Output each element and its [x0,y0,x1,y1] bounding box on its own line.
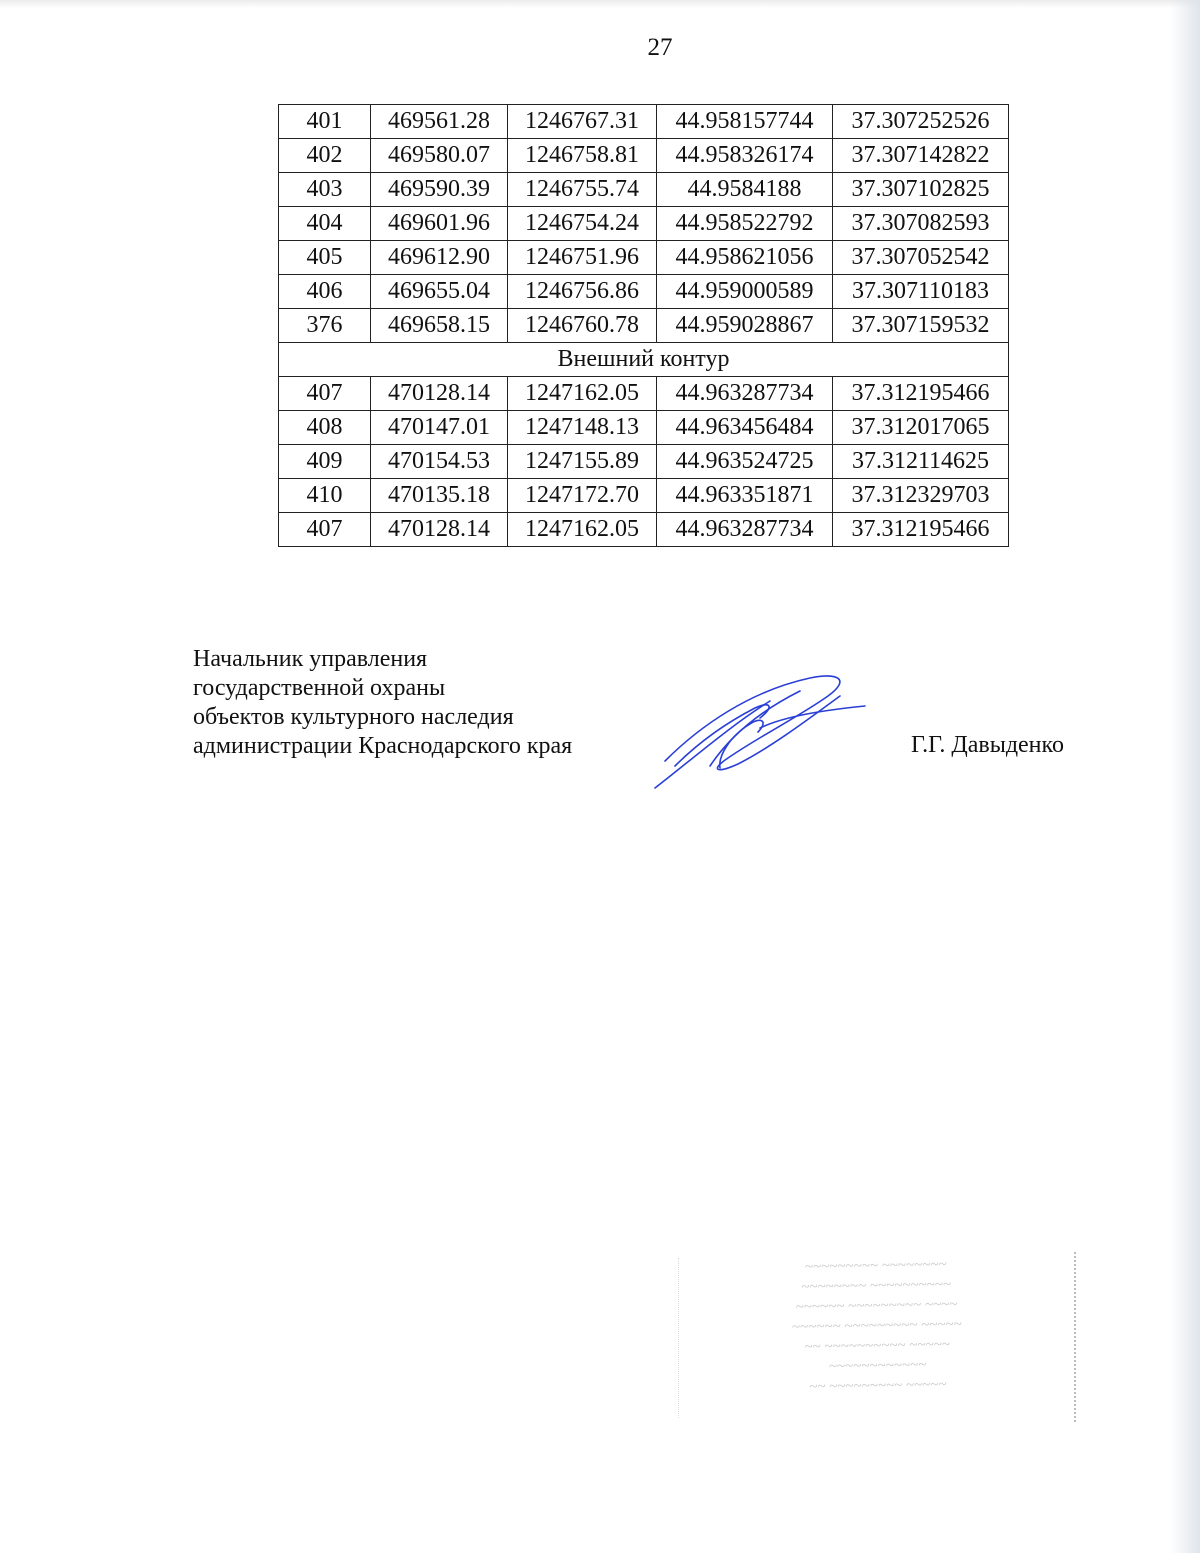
table-cell: 1247162.05 [508,513,657,547]
table-cell: 405 [279,241,371,275]
table-cell: 406 [279,275,371,309]
table-cell: 44.958621056 [657,241,833,275]
table-section-row [279,343,1009,377]
table-cell: 1247172.70 [508,479,657,513]
table-row [279,139,1009,173]
table-row [279,479,1009,513]
signatory-position [193,645,572,761]
scan-page-edge [1170,0,1200,1553]
table-cell: 1246755.74 [508,173,657,207]
table-cell: 44.963287734 [657,377,833,411]
table-cell: 37.307052542 [833,241,1009,275]
table-cell: 37.307159532 [833,309,1009,343]
table-cell: 410 [279,479,371,513]
table-row [279,309,1009,343]
table-row [279,411,1009,445]
table-row [279,105,1009,139]
section-label: Внешний контур [279,343,1009,377]
table-cell: 469561.28 [371,105,508,139]
stamp-illegible-text: ~~~~~~~~~ ~~~~~~~~ ~~~~~~~~ ~~~~~~~~~~ ~~~~~~ ~~~~~~~~~ ~~~~ ~~~~~~ ~~~~~~~~~ ~~~~~ ~~ ~~~~~~~~~~ ~~~~~ ~~~~~~~~~~~~ ~~ ~~~~~~~~~ ~~~~~ [791,1256,963,1396]
signatory-name: Г.Г. Давыденко [911,732,1064,758]
table-cell: 37.312195466 [833,377,1009,411]
table-row [279,377,1009,411]
table-cell: 44.959028867 [657,309,833,343]
table-cell: 44.958522792 [657,207,833,241]
table-cell: 44.959000589 [657,275,833,309]
table-cell: 376 [279,309,371,343]
table-cell: 37.312114625 [833,445,1009,479]
table-cell: 469658.15 [371,309,508,343]
coordinates-table [278,104,1009,547]
table-cell: 44.963456484 [657,411,833,445]
table-cell: 408 [279,411,371,445]
table-cell: 37.307102825 [833,173,1009,207]
table-cell: 409 [279,445,371,479]
page-number: 27 [647,34,673,61]
table-cell: 470147.01 [371,411,508,445]
table-cell: 401 [279,105,371,139]
table-cell: 1247148.13 [508,411,657,445]
table-cell: 1247162.05 [508,377,657,411]
table-cell: 37.307142822 [833,139,1009,173]
signatory-position-line: государственной охраны [193,675,446,701]
table-row [279,207,1009,241]
table-cell: 44.9584188 [657,173,833,207]
table-row [279,445,1009,479]
table-cell: 404 [279,207,371,241]
table-cell: 37.312195466 [833,513,1009,547]
table-cell: 44.958157744 [657,105,833,139]
table-row [279,513,1009,547]
table-cell: 407 [279,377,371,411]
table-row [279,275,1009,309]
table-cell: 37.312017065 [833,411,1009,445]
table-row [279,173,1009,207]
table-cell: 1246758.81 [508,139,657,173]
table-cell: 407 [279,513,371,547]
table-cell: 37.307252526 [833,105,1009,139]
signatory-position-line: объектов культурного наследия [193,704,514,730]
table-cell: 469590.39 [371,173,508,207]
table-cell: 403 [279,173,371,207]
table-cell: 1246751.96 [508,241,657,275]
stamp-right-border [1074,1252,1076,1422]
signatory-position-line: Начальник управления [193,646,428,672]
handwritten-signature [650,666,880,796]
table-cell: 469655.04 [371,275,508,309]
table-cell: 470135.18 [371,479,508,513]
table-cell: 1247155.89 [508,445,657,479]
table-cell: 37.312329703 [833,479,1009,513]
table-row [279,241,1009,275]
table-cell: 1246767.31 [508,105,657,139]
table-cell: 1246754.24 [508,207,657,241]
table-cell: 37.307110183 [833,275,1009,309]
signatory-position-line: администрации Краснодарского края [193,733,573,759]
scan-top-edge [0,0,1200,8]
table-cell: 402 [279,139,371,173]
faded-stamp [672,1238,1084,1428]
table-cell: 469612.90 [371,241,508,275]
table-cell: 469580.07 [371,139,508,173]
table-cell: 44.963351871 [657,479,833,513]
table-cell: 44.963524725 [657,445,833,479]
table-cell: 37.307082593 [833,207,1009,241]
table-cell: 470128.14 [371,377,508,411]
table-cell: 469601.96 [371,207,508,241]
table-cell: 1246760.78 [508,309,657,343]
table-cell: 44.963287734 [657,513,833,547]
table-cell: 1246756.86 [508,275,657,309]
table-cell: 44.958326174 [657,139,833,173]
table-cell: 470128.14 [371,513,508,547]
stamp-left-border [678,1258,679,1418]
table-cell: 470154.53 [371,445,508,479]
